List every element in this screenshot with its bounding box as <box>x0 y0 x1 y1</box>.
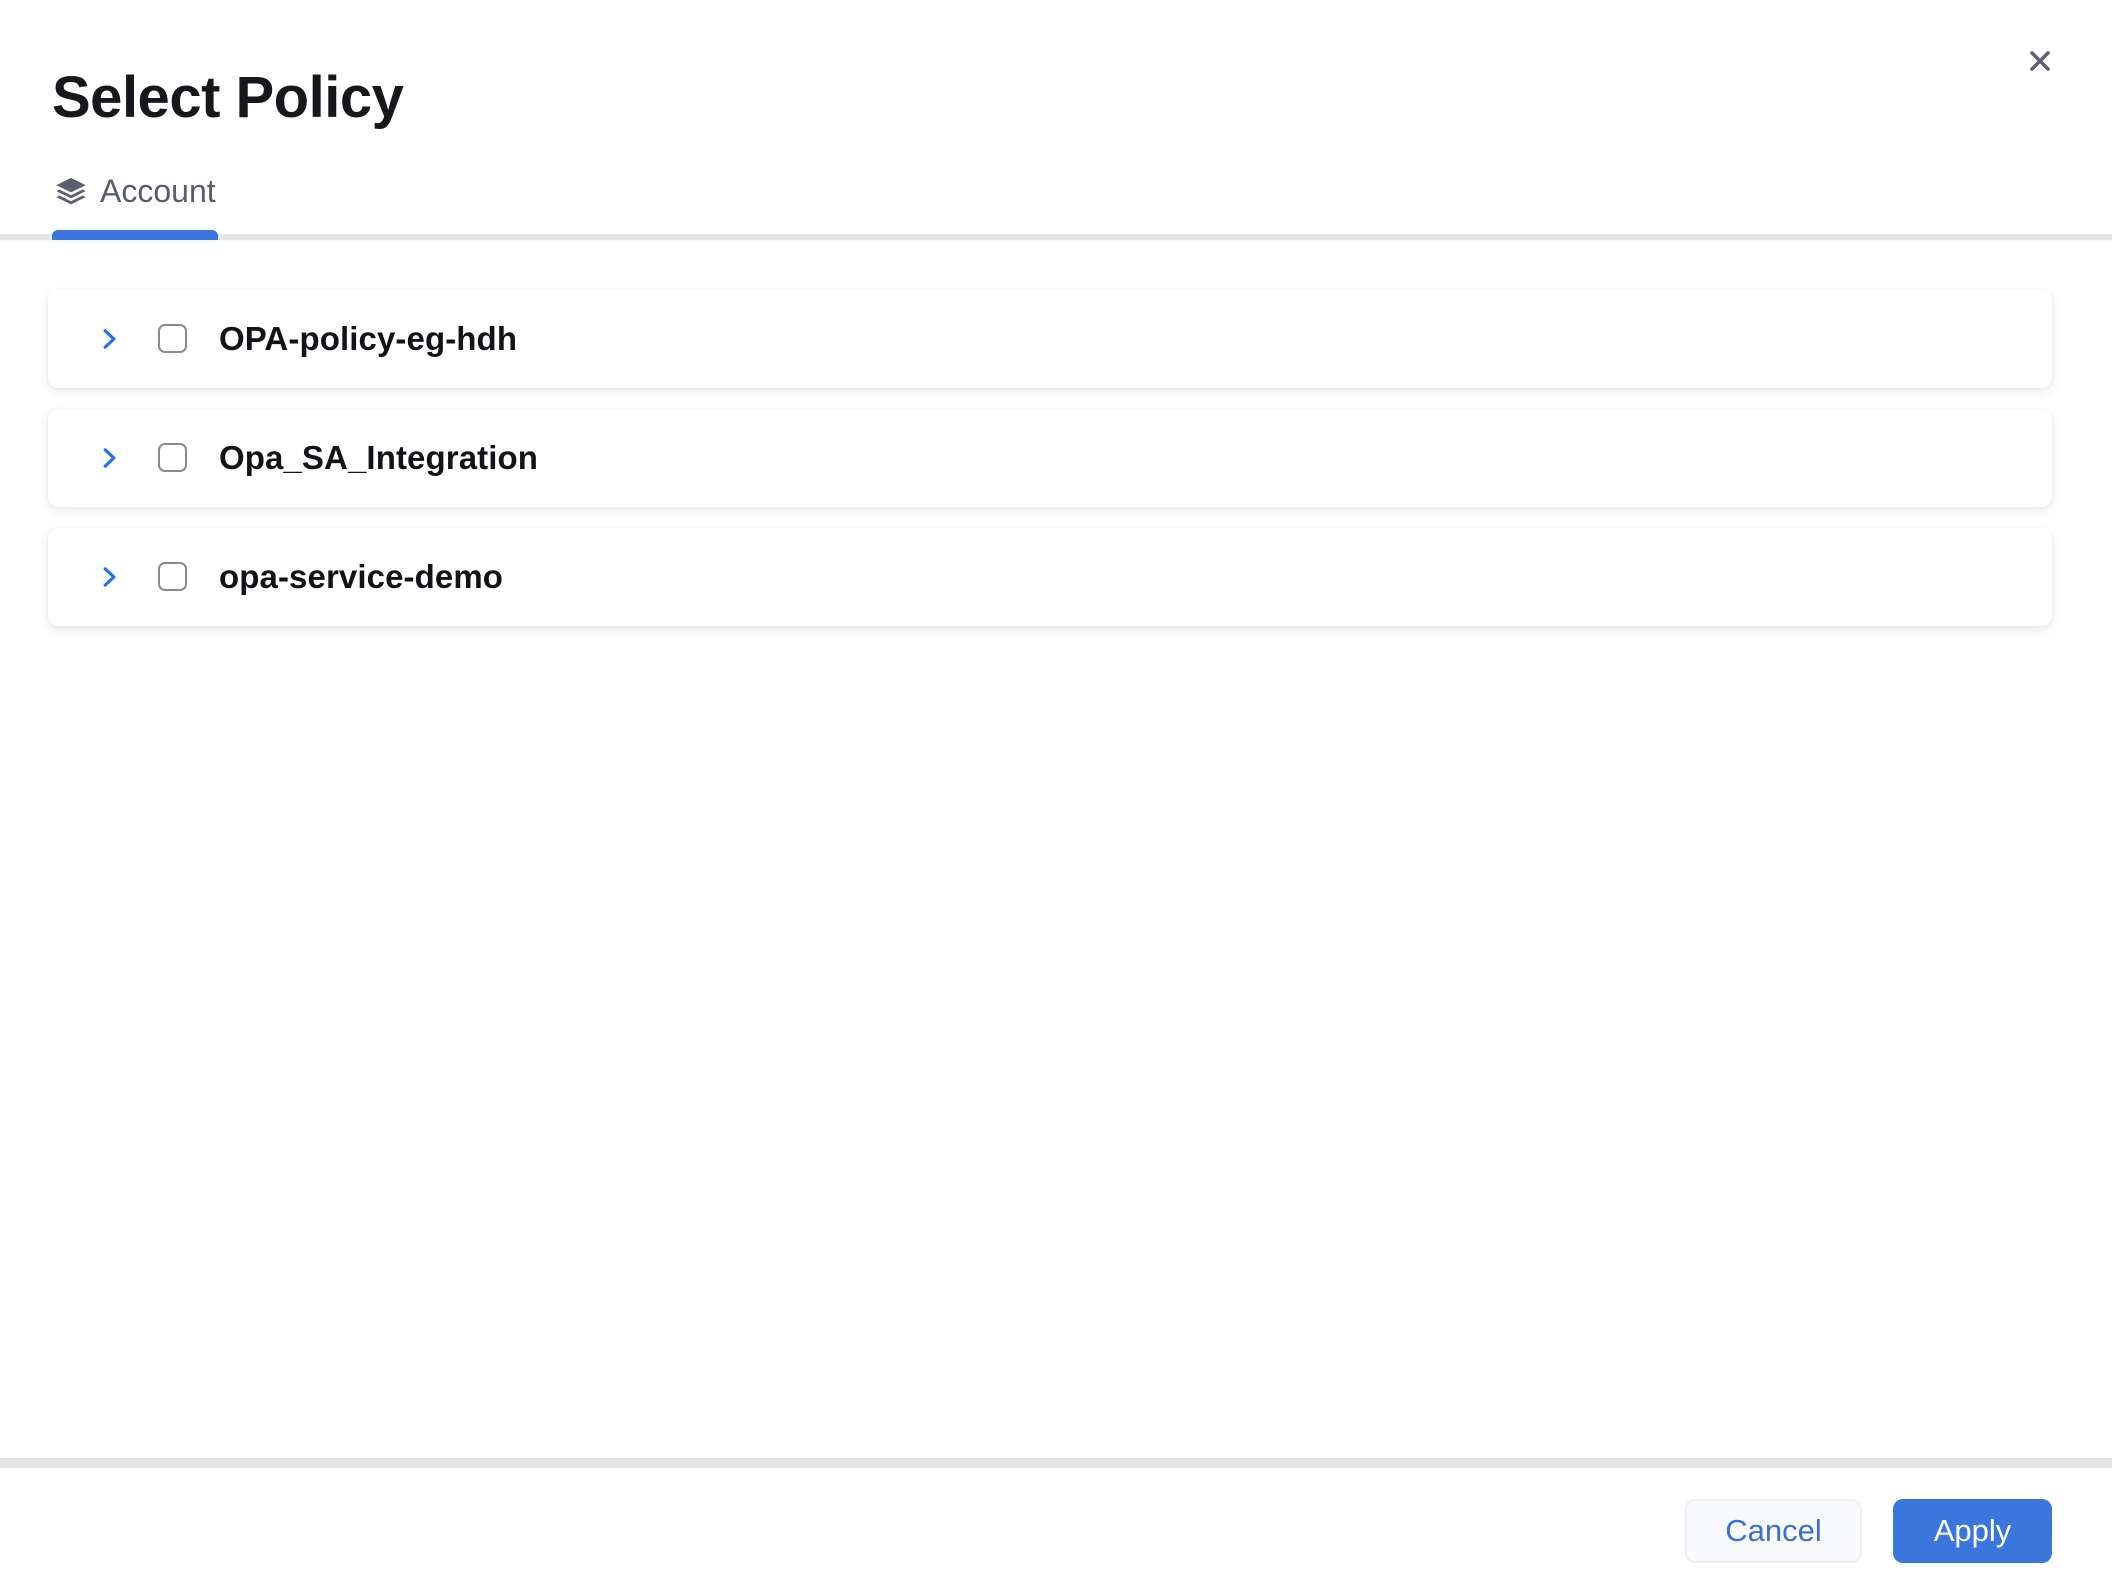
apply-button[interactable]: Apply <box>1893 1499 2052 1563</box>
policy-list <box>0 240 2112 626</box>
close-icon <box>2025 46 2055 79</box>
policy-row[interactable] <box>48 528 2052 626</box>
expand-chevron-icon[interactable] <box>94 442 124 474</box>
page-title: Select Policy <box>52 65 404 130</box>
dialog-header <box>0 0 2112 135</box>
policy-row[interactable] <box>48 409 2052 507</box>
tab-account-label: Account <box>100 172 216 209</box>
policy-label: OPA-policy-eg-hdh <box>219 319 518 357</box>
dialog-footer <box>0 1458 2112 1580</box>
policy-label: Opa_SA_Integration <box>219 438 539 476</box>
layers-icon <box>54 175 88 207</box>
policy-label: opa-service-demo <box>219 557 504 595</box>
footer-actions <box>0 1468 2112 1580</box>
tabs-bar <box>0 169 2112 240</box>
close-button[interactable] <box>2020 42 2060 82</box>
footer-divider <box>0 1458 2112 1468</box>
policy-checkbox[interactable] <box>158 443 187 472</box>
expand-chevron-icon[interactable] <box>94 561 124 593</box>
tab-account[interactable] <box>52 169 218 234</box>
expand-chevron-icon[interactable] <box>94 323 124 355</box>
policy-checkbox[interactable] <box>158 324 187 353</box>
cancel-button[interactable]: Cancel <box>1685 1499 1862 1563</box>
policy-row[interactable] <box>48 290 2052 388</box>
policy-checkbox[interactable] <box>158 562 187 591</box>
